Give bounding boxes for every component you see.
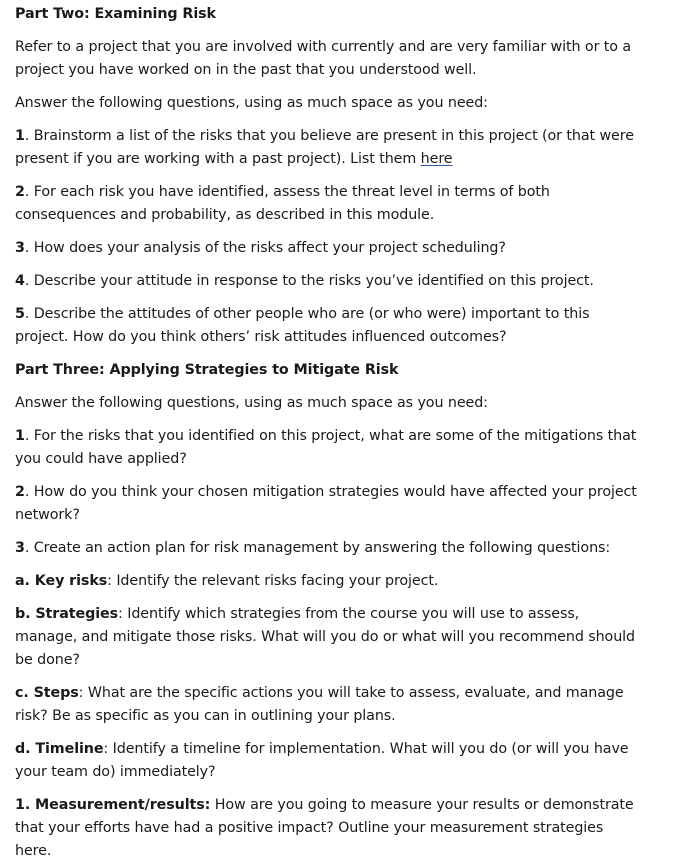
- question-number: 4: [15, 273, 25, 289]
- action-plan-key-risks: [15, 570, 640, 593]
- question-text: . How do you think your chosen mitigation strategies would have affected your project network?: [15, 484, 637, 523]
- question-text: . How does your analysis of the risks affect your project scheduling?: [24, 240, 506, 256]
- item-text: : What are the specific actions you will take to assess, evaluate, and manage risk? Be as specific as you can in outlining your plans.: [15, 685, 624, 724]
- item-text: : Identify the relevant risks facing your project.: [107, 573, 439, 589]
- part-three-question-2: [15, 481, 640, 527]
- here-link[interactable]: here: [420, 151, 453, 167]
- question-text: . For the risks that you identified on this project, what are some of the mitigations that you could have applied?: [15, 428, 637, 467]
- part-three-question-1: [15, 425, 640, 471]
- question-number: 1: [15, 128, 25, 144]
- part-two-heading: Part Two: Examining Risk: [15, 6, 216, 22]
- action-plan-measurement: [15, 794, 640, 863]
- question-number: 2: [15, 484, 25, 500]
- item-text: : Identify a timeline for implementation. What will you do (or will you have your team do) immediately?: [15, 741, 629, 780]
- question-number: 2: [15, 184, 25, 200]
- question-number: 1: [15, 428, 25, 444]
- part-two-question-3: [15, 237, 640, 260]
- question-text: . Describe the attitudes of other people who are (or who were) important to this project. How do you think others’ risk attitudes influenced outcomes?: [15, 306, 590, 345]
- item-label: 1. Measurement/results:: [15, 797, 211, 813]
- question-number: 3: [15, 540, 25, 556]
- item-label: a. Key risks: [15, 573, 108, 589]
- item-label: c. Steps: [15, 685, 79, 701]
- question-text: . Brainstorm a list of the risks that you believe are present in this project (or that were present if you are working with a past project). List them: [15, 128, 634, 167]
- action-plan-steps: [15, 682, 640, 728]
- part-two-question-2: [15, 181, 640, 227]
- action-plan-timeline: [15, 738, 640, 784]
- part-three-heading: Part Three: Applying Strategies to Mitigate Risk: [15, 362, 399, 378]
- item-text: : Identify which strategies from the course you will use to assess, manage, and mitigate those risks. What will you do or what will you recommend should be done?: [15, 606, 636, 668]
- question-text: . Create an action plan for risk management by answering the following questions:: [24, 540, 611, 556]
- part-two-question-1: [15, 125, 640, 171]
- item-label: b. Strategies: [15, 606, 119, 622]
- item-label: d. Timeline: [15, 741, 104, 757]
- action-plan-strategies: [15, 603, 640, 672]
- part-two-question-4: [15, 270, 640, 293]
- question-number: 5: [15, 306, 25, 322]
- question-number: 3: [15, 240, 25, 256]
- part-two-question-5: [15, 303, 640, 349]
- part-three-question-3: [15, 537, 640, 560]
- part-two-intro: Refer to a project that you are involved with currently and are very familiar with or to a project you have worked on in the past that you understood well.: [15, 39, 632, 78]
- question-text: . Describe your attitude in response to the risks you’ve identified on this project.: [24, 273, 594, 289]
- part-two-instruction: Answer the following questions, using as much space as you need:: [15, 95, 488, 111]
- question-text: . For each risk you have identified, assess the threat level in terms of both consequences and probability, as described in this module.: [15, 184, 550, 223]
- part-three-instruction: Answer the following questions, using as much space as you need:: [15, 395, 488, 411]
- item-text: How are you going to measure your results or demonstrate that your efforts have had a positive impact? Outline your measurement strategies here.: [15, 797, 634, 859]
